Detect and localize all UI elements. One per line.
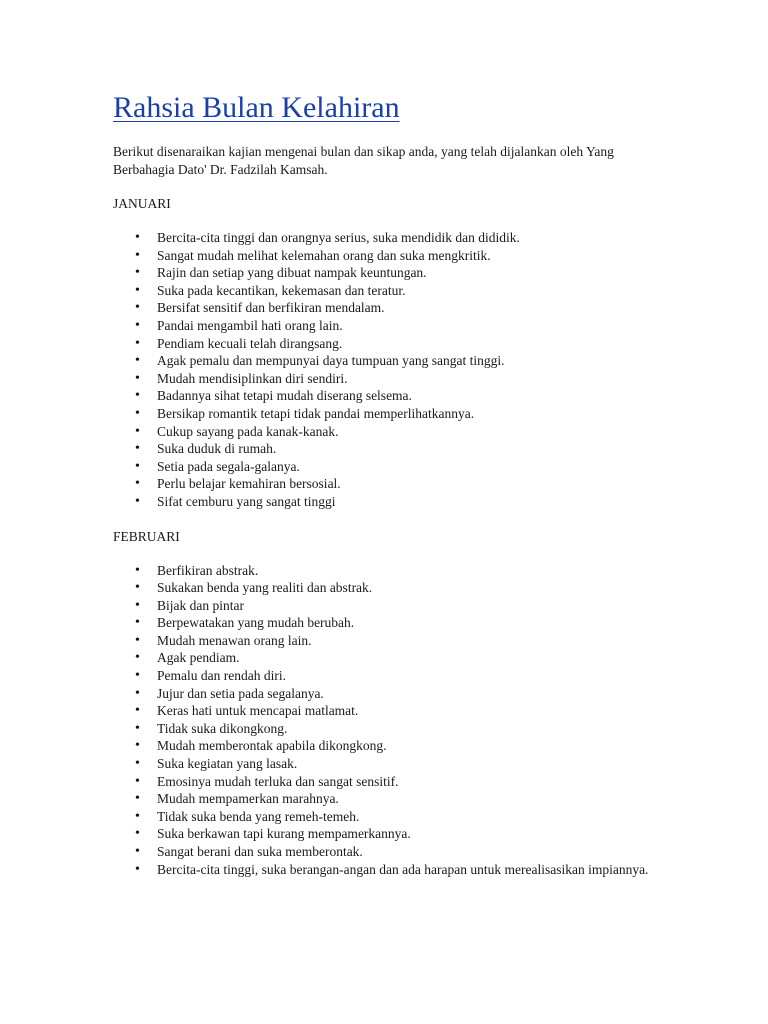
trait-list <box>0 229 657 511</box>
list-item: • Setia pada segala-galanya. <box>157 458 657 476</box>
list-item: • Mudah menawan orang lain. <box>157 632 657 650</box>
list-item: • Pendiam kecuali telah dirangsang. <box>157 335 657 353</box>
list-item: • Agak pemalu dan mempunyai daya tumpuan yang sangat tinggi. <box>157 352 657 370</box>
list-item: • Pemalu dan rendah diri. <box>157 667 657 685</box>
month-section <box>0 195 768 511</box>
list-item: • Suka pada kecantikan, kekemasan dan teratur. <box>157 282 657 300</box>
list-item: • Badannya sihat tetapi mudah diserang selsema. <box>157 387 657 405</box>
list-item: • Keras hati untuk mencapai matlamat. <box>157 702 657 720</box>
list-item: • Berfikiran abstrak. <box>157 562 657 580</box>
list-item: • Jujur dan setia pada segalanya. <box>157 685 657 703</box>
list-item: • Sukakan benda yang realiti dan abstrak. <box>157 579 657 597</box>
list-item: • Perlu belajar kemahiran bersosial. <box>157 475 657 493</box>
list-item: • Sangat mudah melihat kelemahan orang dan suka mengkritik. <box>157 247 657 265</box>
title-link[interactable]: Rahsia Bulan Kelahiran <box>113 91 400 124</box>
list-item: • Bijak dan pintar <box>157 597 657 615</box>
list-item: • Agak pendiam. <box>157 649 657 667</box>
list-item: • Sifat cemburu yang sangat tinggi <box>157 493 657 511</box>
month-section <box>0 528 768 879</box>
list-item: • Mudah mempamerkan marahnya. <box>157 790 657 808</box>
list-item: • Sangat berani dan suka memberontak. <box>157 843 657 861</box>
list-item: • Tidak suka dikongkong. <box>157 720 657 738</box>
list-item: • Mudah mendisiplinkan diri sendiri. <box>157 370 657 388</box>
trait-list <box>0 562 657 879</box>
sections-container <box>0 195 768 878</box>
list-item: • Rajin dan setiap yang dibuat nampak keuntungan. <box>157 264 657 282</box>
month-heading: JANUARI <box>113 196 171 211</box>
intro-paragraph: Berikut disenaraikan kajian mengenai bulan dan sikap anda, yang telah dijalankan oleh Yang Berbahagia Dato' Dr. Fadzilah Kamsah. <box>113 144 614 177</box>
list-item: • Bersifat sensitif dan berfikiran mendalam. <box>157 299 657 317</box>
list-item: • Bercita-cita tinggi, suka berangan-angan dan ada harapan untuk merealisasikan impiannya. <box>157 861 657 879</box>
list-item: • Mudah memberontak apabila dikongkong. <box>157 737 657 755</box>
list-item: • Suka kegiatan yang lasak. <box>157 755 657 773</box>
list-item: • Suka berkawan tapi kurang mempamerkannya. <box>157 825 657 843</box>
list-item: • Bersikap romantik tetapi tidak pandai memperlihatkannya. <box>157 405 657 423</box>
list-item: • Pandai mengambil hati orang lain. <box>157 317 657 335</box>
list-item: • Suka duduk di rumah. <box>157 440 657 458</box>
list-item: • Berpewatakan yang mudah berubah. <box>157 614 657 632</box>
list-item: • Emosinya mudah terluka dan sangat sensitif. <box>157 773 657 791</box>
list-item: • Tidak suka benda yang remeh-temeh. <box>157 808 657 826</box>
page-title <box>113 90 768 126</box>
list-item: • Bercita-cita tinggi dan orangnya serius, suka mendidik dan dididik. <box>157 229 657 247</box>
list-item: • Cukup sayang pada kanak-kanak. <box>157 423 657 441</box>
month-heading: FEBRUARI <box>113 528 180 544</box>
